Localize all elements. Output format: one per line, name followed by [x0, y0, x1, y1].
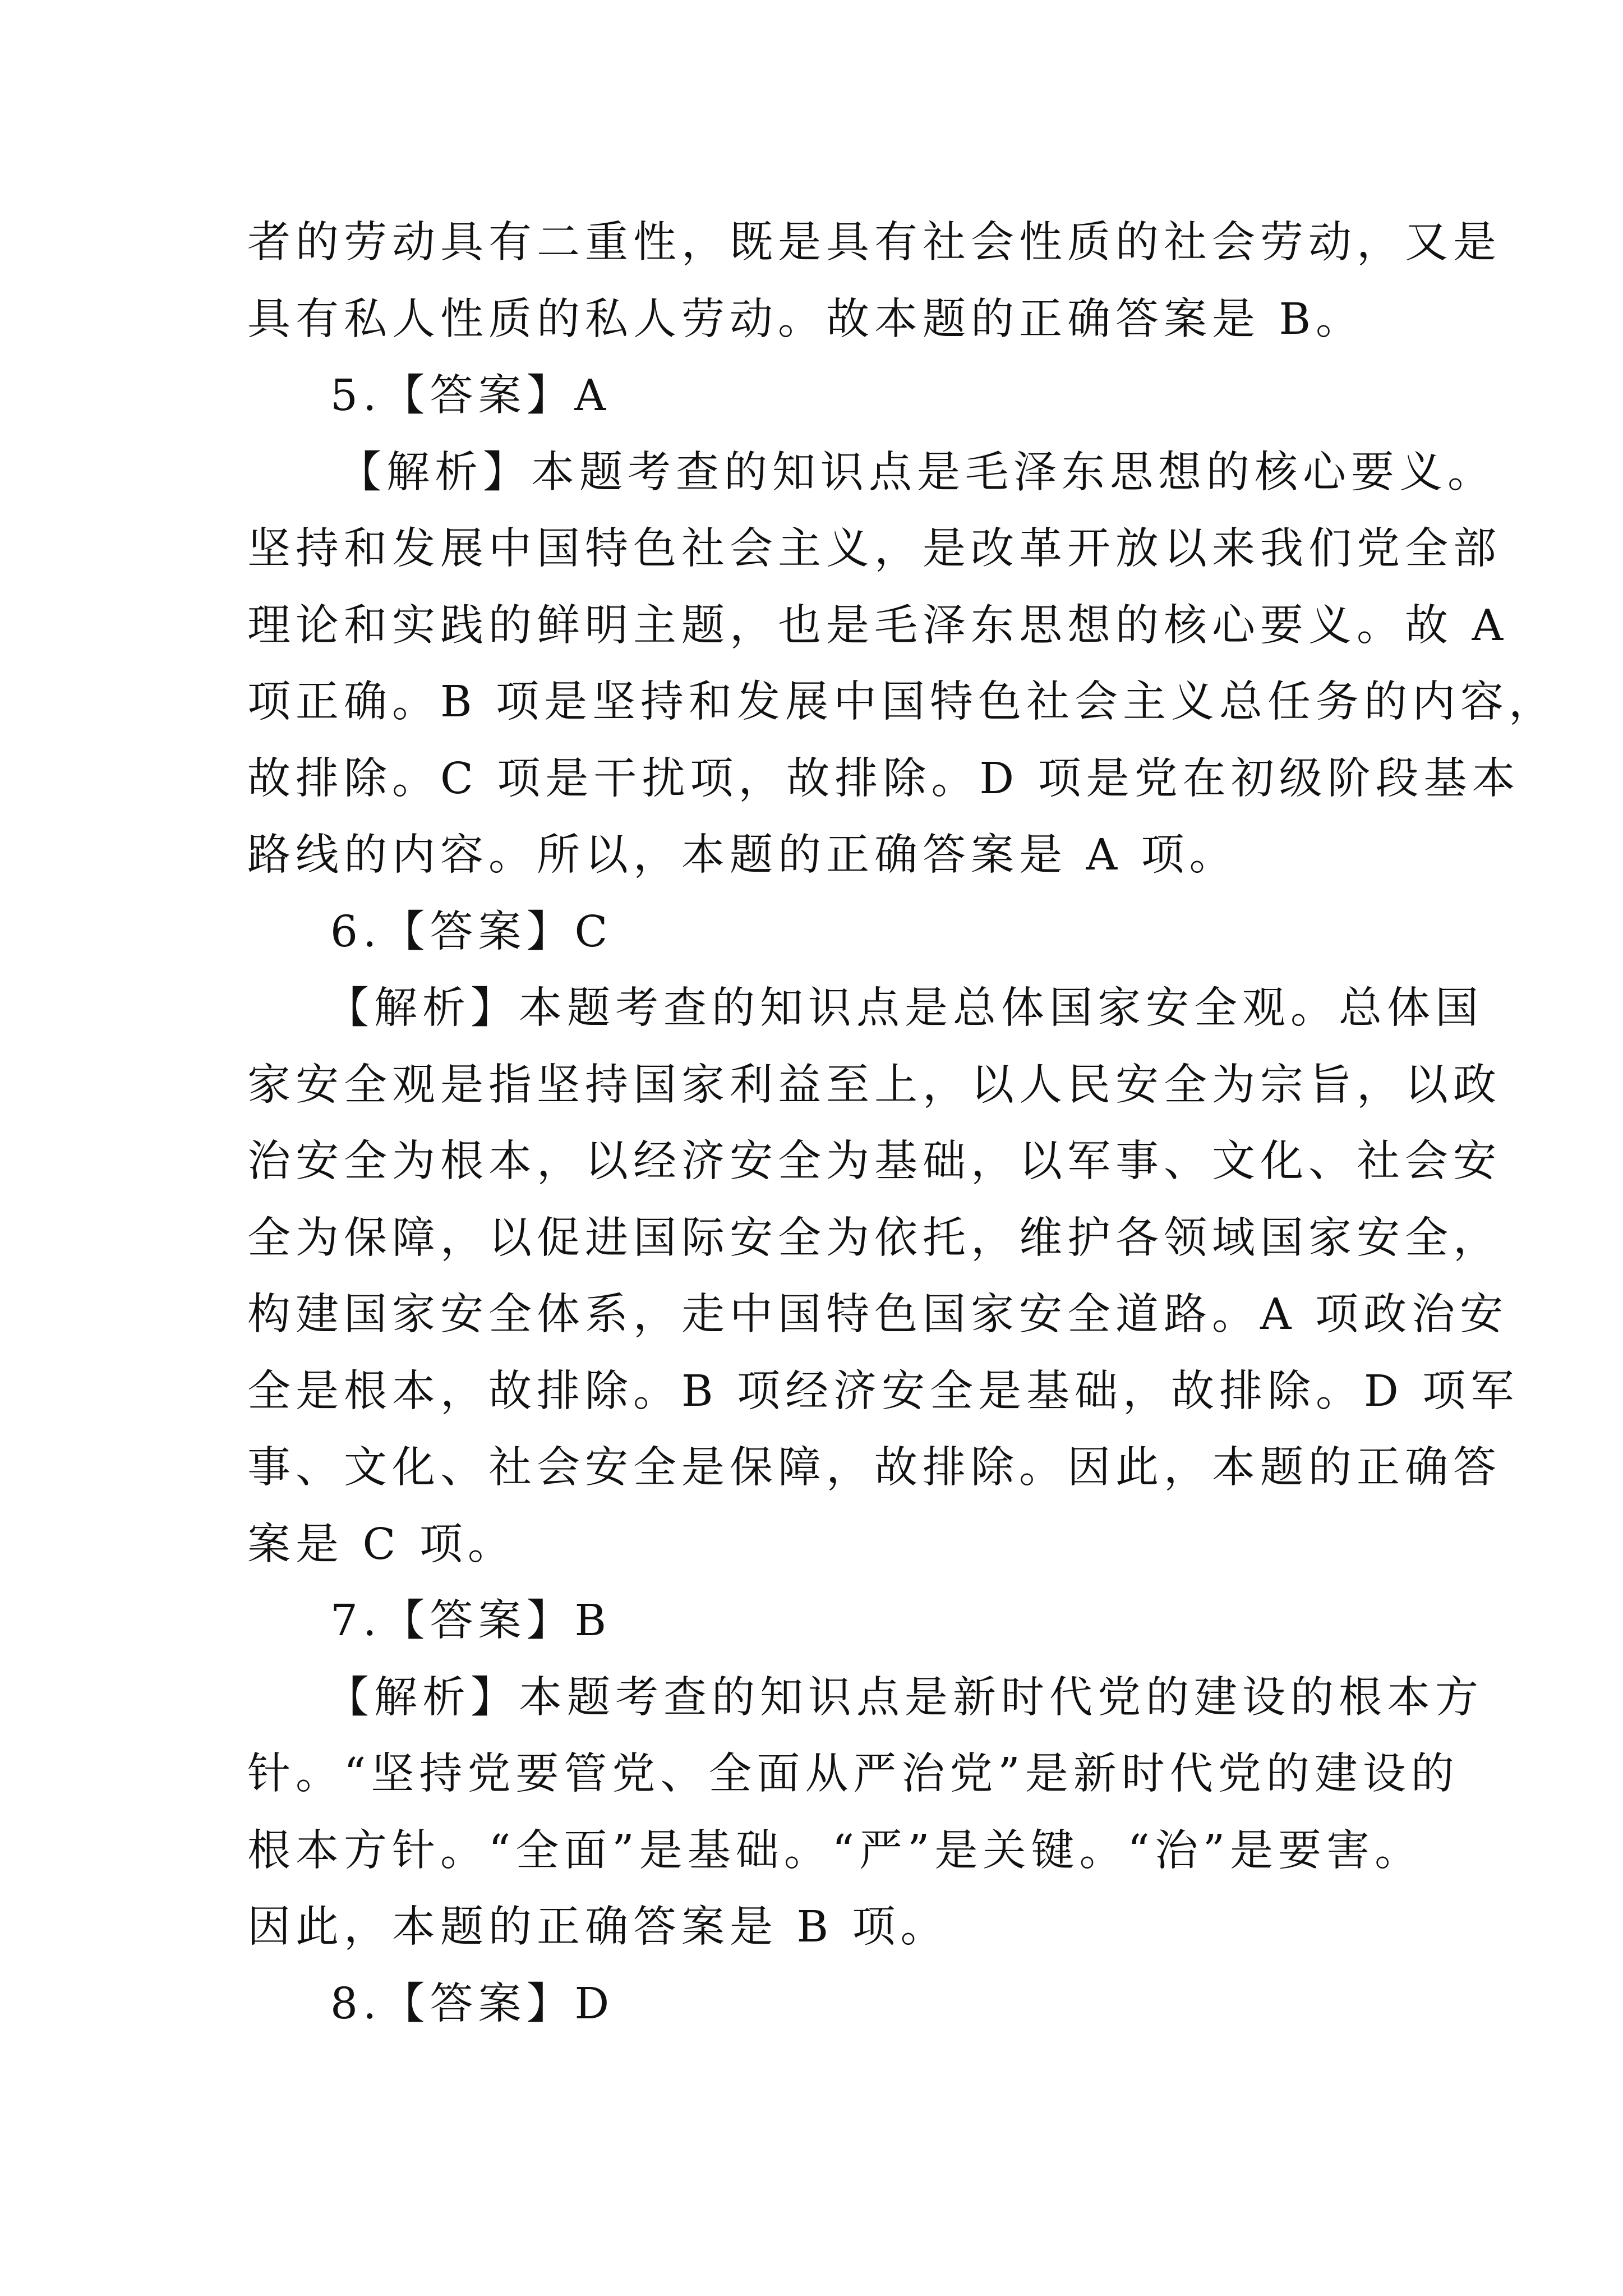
analysis-line: 治安全为根本，以经济安全为基础，以军事、文化、社会安 [247, 1137, 1501, 1186]
analysis-line: 构建国家安全体系，走中国特色国家安全道路。A 项政治安 [247, 1290, 1509, 1340]
paragraph-line: 者的劳动具有二重性，既是具有社会性质的社会劳动，又是 [247, 218, 1501, 268]
answer-heading-6: 6.【答案】C [330, 907, 613, 957]
analysis-line: 【解析】本题考查的知识点是新时代党的建设的根本方 [326, 1672, 1483, 1723]
analysis-line: 针。“坚持党要管党、全面从严治党”是新时代党的建设的 [247, 1749, 1459, 1799]
analysis-line: 根本方针。“全面”是基础。“严”是关键。“治”是要害。 [247, 1825, 1423, 1876]
answer-heading-8: 8.【答案】D [330, 1978, 615, 2029]
analysis-line: 案是 C 项。 [247, 1519, 516, 1570]
analysis-line: 理论和实践的鲜明主题，也是毛泽东思想的核心要义。故 A [247, 600, 1509, 651]
analysis-line: 项正确。B 项是坚持和发展中国特色社会主义总任务的内容， [247, 677, 1557, 727]
answer-heading-5: 5.【答案】A [330, 371, 611, 421]
analysis-line: 因此，本题的正确答案是 B 项。 [247, 1902, 949, 1952]
analysis-line: 全是根本，故排除。B 项经济安全是基础，故排除。D 项军 [247, 1366, 1519, 1416]
analysis-line: 事、文化、社会安全是保障，故排除。因此，本题的正确答 [247, 1443, 1501, 1493]
analysis-line: 故排除。C 项是干扰项，故排除。D 项是党在初级阶段基本 [247, 753, 1520, 804]
analysis-line: 家安全观是指坚持国家利益至上，以人民安全为宗旨，以政 [247, 1060, 1501, 1110]
analysis-line: 【解析】本题考查的知识点是毛泽东思想的核心要义。 [338, 447, 1496, 498]
paragraph-line: 具有私人性质的私人劳动。故本题的正确答案是 B。 [247, 294, 1364, 344]
analysis-line: 路线的内容。所以，本题的正确答案是 A 项。 [247, 830, 1238, 880]
analysis-line: 坚持和发展中国特色社会主义，是改革开放以来我们党全部 [247, 524, 1501, 574]
analysis-line: 【解析】本题考查的知识点是总体国家安全观。总体国 [326, 983, 1483, 1033]
answer-heading-7: 7.【答案】B [330, 1596, 612, 1646]
answer-explanations [247, 205, 1557, 2042]
analysis-line: 全为保障，以促进国际安全为依托，维护各领域国家安全， [247, 1213, 1501, 1263]
